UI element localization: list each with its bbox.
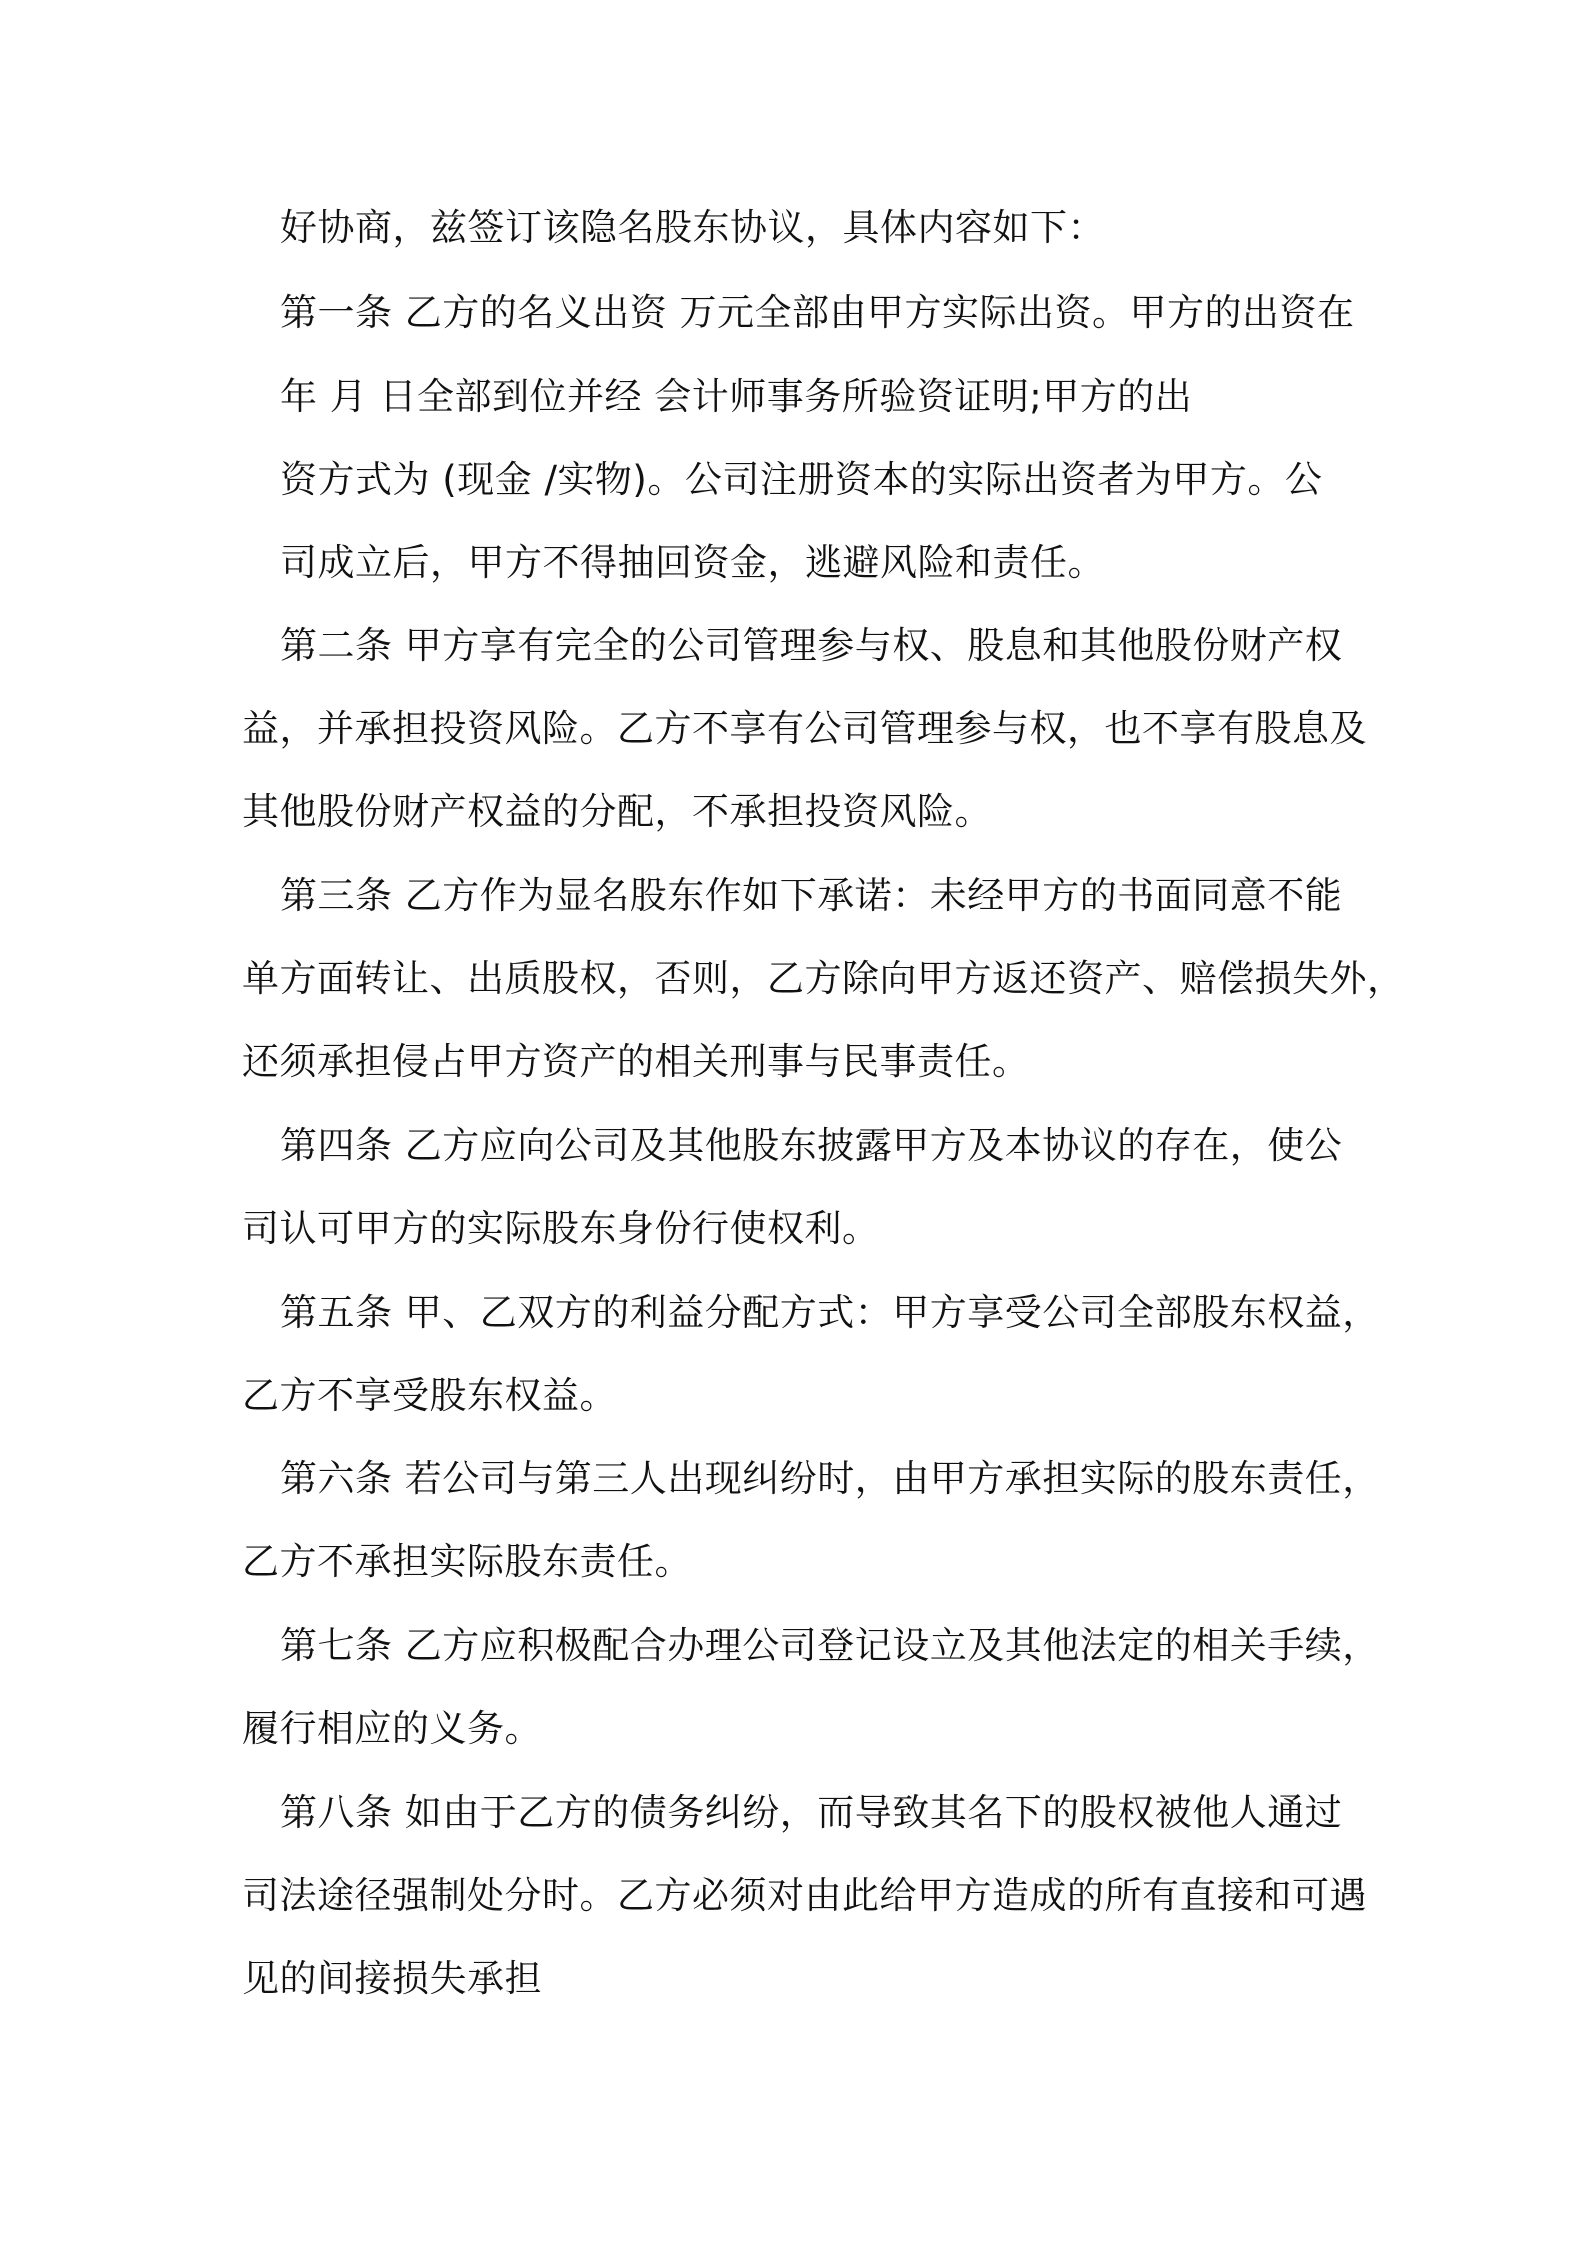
text-line-intro: 好协商，兹签订该隐名股东协议，具体内容如下：: [280, 206, 1105, 249]
text-line: 还须承担侵占甲方资产的相关刑事与民事责任。: [242, 1040, 1030, 1083]
text-line: 履行相应的义务。: [242, 1707, 542, 1750]
text-line-article-1: 第一条 乙方的名义出资 万元全部由甲方实际出资。甲方的出资在: [280, 291, 1355, 334]
text-line-article-7: 第七条 乙方应积极配合办理公司登记设立及其他法定的相关手续，: [280, 1624, 1380, 1667]
text-line: 益，并承担投资风险。乙方不享有公司管理参与权，也不享有股息及: [242, 707, 1367, 750]
text-line: 乙方不享受股东权益。: [242, 1374, 617, 1417]
text-line: 见的间接损失承担: [242, 1957, 542, 2000]
text-line-article-5: 第五条 甲、乙双方的利益分配方式：甲方享受公司全部股东权益，: [280, 1291, 1380, 1334]
text-line: 乙方不承担实际股东责任。: [242, 1540, 692, 1583]
text-line: 司成立后，甲方不得抽回资金，逃避风险和责任。: [280, 541, 1105, 584]
text-line-article-2: 第二条 甲方享有完全的公司管理参与权、股息和其他股份财产权: [280, 624, 1343, 667]
text-line-article-3: 第三条 乙方作为显名股东作如下承诺：未经甲方的书面同意不能: [280, 874, 1343, 917]
text-line: 司认可甲方的实际股东身份行使权利。: [242, 1207, 880, 1250]
text-line: 资方式为 (现金 /实物)。公司注册资本的实际出资者为甲方。公: [280, 458, 1323, 501]
text-line: 其他股份财产权益的分配，不承担投资风险。: [242, 790, 992, 833]
text-line: 年 月 日全部到位并经 会计师事务所验资证明;甲方的出: [280, 375, 1193, 418]
text-line-article-6: 第六条 若公司与第三人出现纠纷时，由甲方承担实际的股东责任，: [280, 1457, 1380, 1500]
text-line: 单方面转让、出质股权，否则，乙方除向甲方返还资产、赔偿损失外，: [242, 957, 1405, 1000]
text-line: 司法途径强制处分时。乙方必须对由此给甲方造成的所有直接和可遇: [242, 1874, 1367, 1917]
text-line-article-8: 第八条 如由于乙方的债务纠纷，而导致其名下的股权被他人通过: [280, 1791, 1343, 1834]
text-line-article-4: 第四条 乙方应向公司及其他股东披露甲方及本协议的存在，使公: [280, 1124, 1343, 1167]
